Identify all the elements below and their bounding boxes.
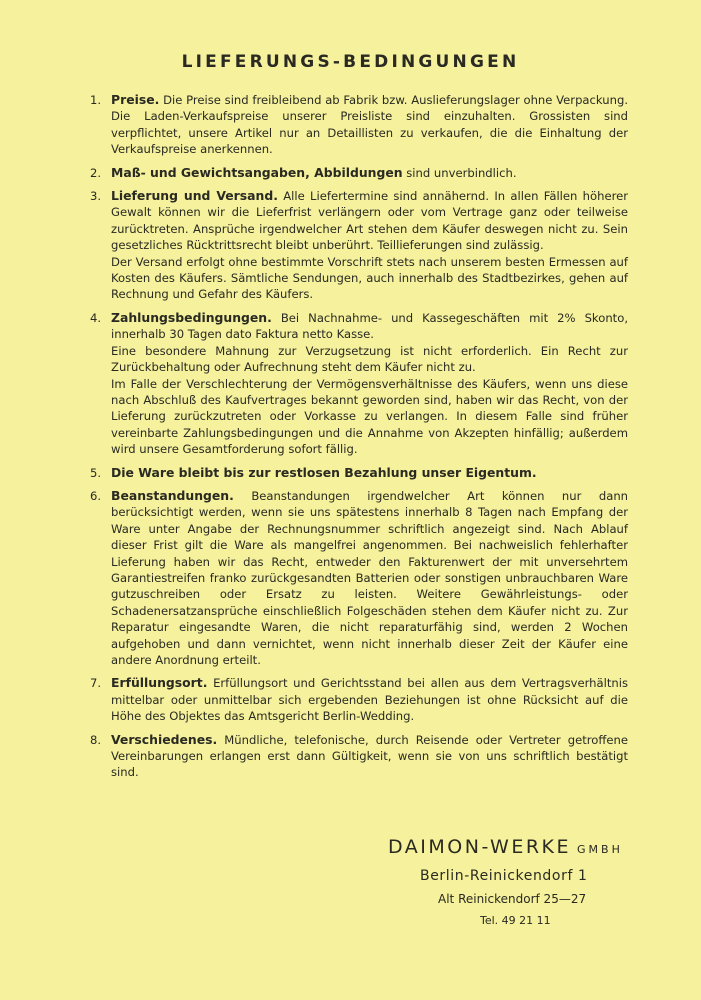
term-body xyxy=(111,310,628,458)
term-body xyxy=(111,188,628,303)
company-legal-form: GMBH xyxy=(577,843,623,856)
term-heading: Maß- und Gewichtsangaben, Abbildungen xyxy=(111,164,403,180)
term-paragraph xyxy=(111,465,628,481)
term-body xyxy=(111,165,628,181)
term-paragraph xyxy=(111,310,628,343)
term-number: 5. xyxy=(90,465,102,480)
term-heading: Lieferung und Versand. xyxy=(111,188,278,204)
term-body xyxy=(111,465,628,481)
term-text: Alle Liefertermine sind annähernd. In allen Fällen höherer Gewalt können wir die Lieferfrist verlängern oder vom Vertrage ganz oder teilweise zurücktreten. Ansprüche irgendwelcher Art stehen dem Käufer deswegen nicht zu. Sein gesetzliches Rücktrittsrecht bleibt unberührt. Teillieferungen sind zulässig. xyxy=(111,189,629,253)
term-number: 4. xyxy=(90,310,102,325)
term-text: Der Versand erfolgt ohne bestimmte Vorschrift stets nach unserem besten Ermessen auf Kosten des Käufers. Sämtliche Sendungen, auch innerhalb des Stadtbezirkes, gehen auf Rechnung und Gefahr des Käufers. xyxy=(111,254,628,302)
company-name-line xyxy=(388,836,678,858)
term-paragraph xyxy=(111,165,628,181)
term-paragraph xyxy=(111,675,628,724)
term-number: 1. xyxy=(90,93,102,107)
term-number: 6. xyxy=(90,488,102,503)
term-item xyxy=(90,465,628,481)
term-paragraph xyxy=(111,488,628,668)
term-item xyxy=(90,310,628,458)
term-paragraph xyxy=(111,376,628,458)
term-item xyxy=(90,165,628,181)
term-item xyxy=(90,675,628,724)
term-body xyxy=(111,92,628,158)
term-item xyxy=(90,92,628,158)
term-text: sind unverbindlich. xyxy=(406,165,517,180)
term-heading: Zahlungsbedingungen. xyxy=(111,309,272,325)
term-number: 8. xyxy=(90,732,102,747)
term-text: Mündliche, telefonische, durch Reisende oder Vertreter getroffene Vereinbarungen erlangen erst dann Gültigkeit, wenn sie von uns schriftlich bestätigt sind. xyxy=(111,732,629,780)
term-text: Eine besondere Mahnung zur Verzugsetzung ist nicht erforderlich. Ein Recht zur Zurückbehaltung oder Aufrechnung steht dem Käufer nicht zu. xyxy=(111,343,628,375)
page-title: LIEFERUNGS-BEDINGUNGEN xyxy=(181,52,520,72)
term-item xyxy=(90,732,628,781)
company-street: Alt Reinickendorf 25—27 xyxy=(438,892,587,906)
term-text: Bei Nachnahme- und Kassegeschäften mit 2% Skonto, innerhalb 30 Tagen dato Faktura netto Kasse. xyxy=(111,310,629,342)
term-heading: Die Ware bleibt bis zur restlosen Bezahlung unser Eigentum. xyxy=(111,464,537,480)
term-heading: Erfüllungsort. xyxy=(111,675,208,691)
term-body xyxy=(111,732,628,781)
term-text: Beanstandungen irgendwelcher Art können nur dann berücksichtigt werden, wenn sie uns spätestens innerhalb 8 Tagen nach Empfang der Ware unter Angabe der Rechnungsnummer schriftlich angezeigt sind. Nach Ablauf dieser Frist gilt die Ware als mangelfrei angenommen. Bei nachweislich fehlerhafter Lieferung haben wir das Recht, entweder den Fakturenwert der mit unversehrtem Garantiestreifen franko zurückgesandten Batterien oder sonstigen unbrauchbaren Ware gutzuschreiben oder Ersatz zu leisten. Weitere Gewährleistungs- oder Schadenersatzansprüche einschließlich Folgeschäden stehen dem Käufer nicht zu. Zur Reparatur eingesandte Waren, die nicht reparaturfähig sind, werden 2 Wochen aufgehoben und dann vernichtet, wenn nicht innerhalb dieser Zeit der Käufer eine andere Anordnung erteilt. xyxy=(111,488,629,667)
term-paragraph xyxy=(111,188,628,254)
term-paragraph xyxy=(111,254,628,303)
term-paragraph xyxy=(111,732,628,781)
term-item xyxy=(90,488,628,668)
terms-list xyxy=(90,92,628,788)
term-number: 7. xyxy=(90,676,102,691)
signature-block xyxy=(388,836,678,927)
term-text: Erfüllungsort und Gerichtsstand bei allen aus dem Vertragsverhältnis mittelbar oder unmittelbar sich ergebenden Beziehungen ist ohne Rücksicht auf die Höhe des Objektes das Amtsgericht Berlin-Wedding. xyxy=(111,676,629,724)
company-phone: Tel. 49 21 11 xyxy=(480,914,551,927)
term-item xyxy=(90,188,628,303)
term-paragraph xyxy=(111,92,628,158)
term-paragraph xyxy=(111,343,628,376)
term-body xyxy=(111,488,628,668)
term-heading: Verschiedenes. xyxy=(111,731,218,747)
term-number: 2. xyxy=(90,165,102,180)
term-heading: Preise. xyxy=(111,92,160,107)
term-text: Die Preise sind freibleibend ab Fabrik bzw. Auslieferungslager ohne Verpackung. Die Laden-Verkaufspreise unserer Preisliste sind einzuhalten. Grossisten sind verpflichtet, unsere Artikel nur an Detaillisten zu verkaufen, die die Einhaltung der Verkaufspreise anerkennen. xyxy=(111,93,629,157)
term-number: 3. xyxy=(90,189,102,204)
term-text: Im Falle der Verschlechterung der Vermögensverhältnisse des Käufers, wenn uns diese nach Abschluß des Kaufvertrages bekannt geworden sind, haben wir das Recht, von der Lieferung zurückzutreten oder Vorkasse zu verlangen. In diesem Falle sind früher vereinbarte Zahlungsbedingungen und die Annahme von Akzepten hinfällig; außerdem wird unsere Gesamtforderung sofort fällig. xyxy=(111,376,628,457)
company-name: DAIMON-WERKE xyxy=(388,836,572,858)
company-city: Berlin-Reinickendorf 1 xyxy=(420,868,588,884)
term-heading: Beanstandungen. xyxy=(111,487,234,503)
term-body xyxy=(111,675,628,724)
